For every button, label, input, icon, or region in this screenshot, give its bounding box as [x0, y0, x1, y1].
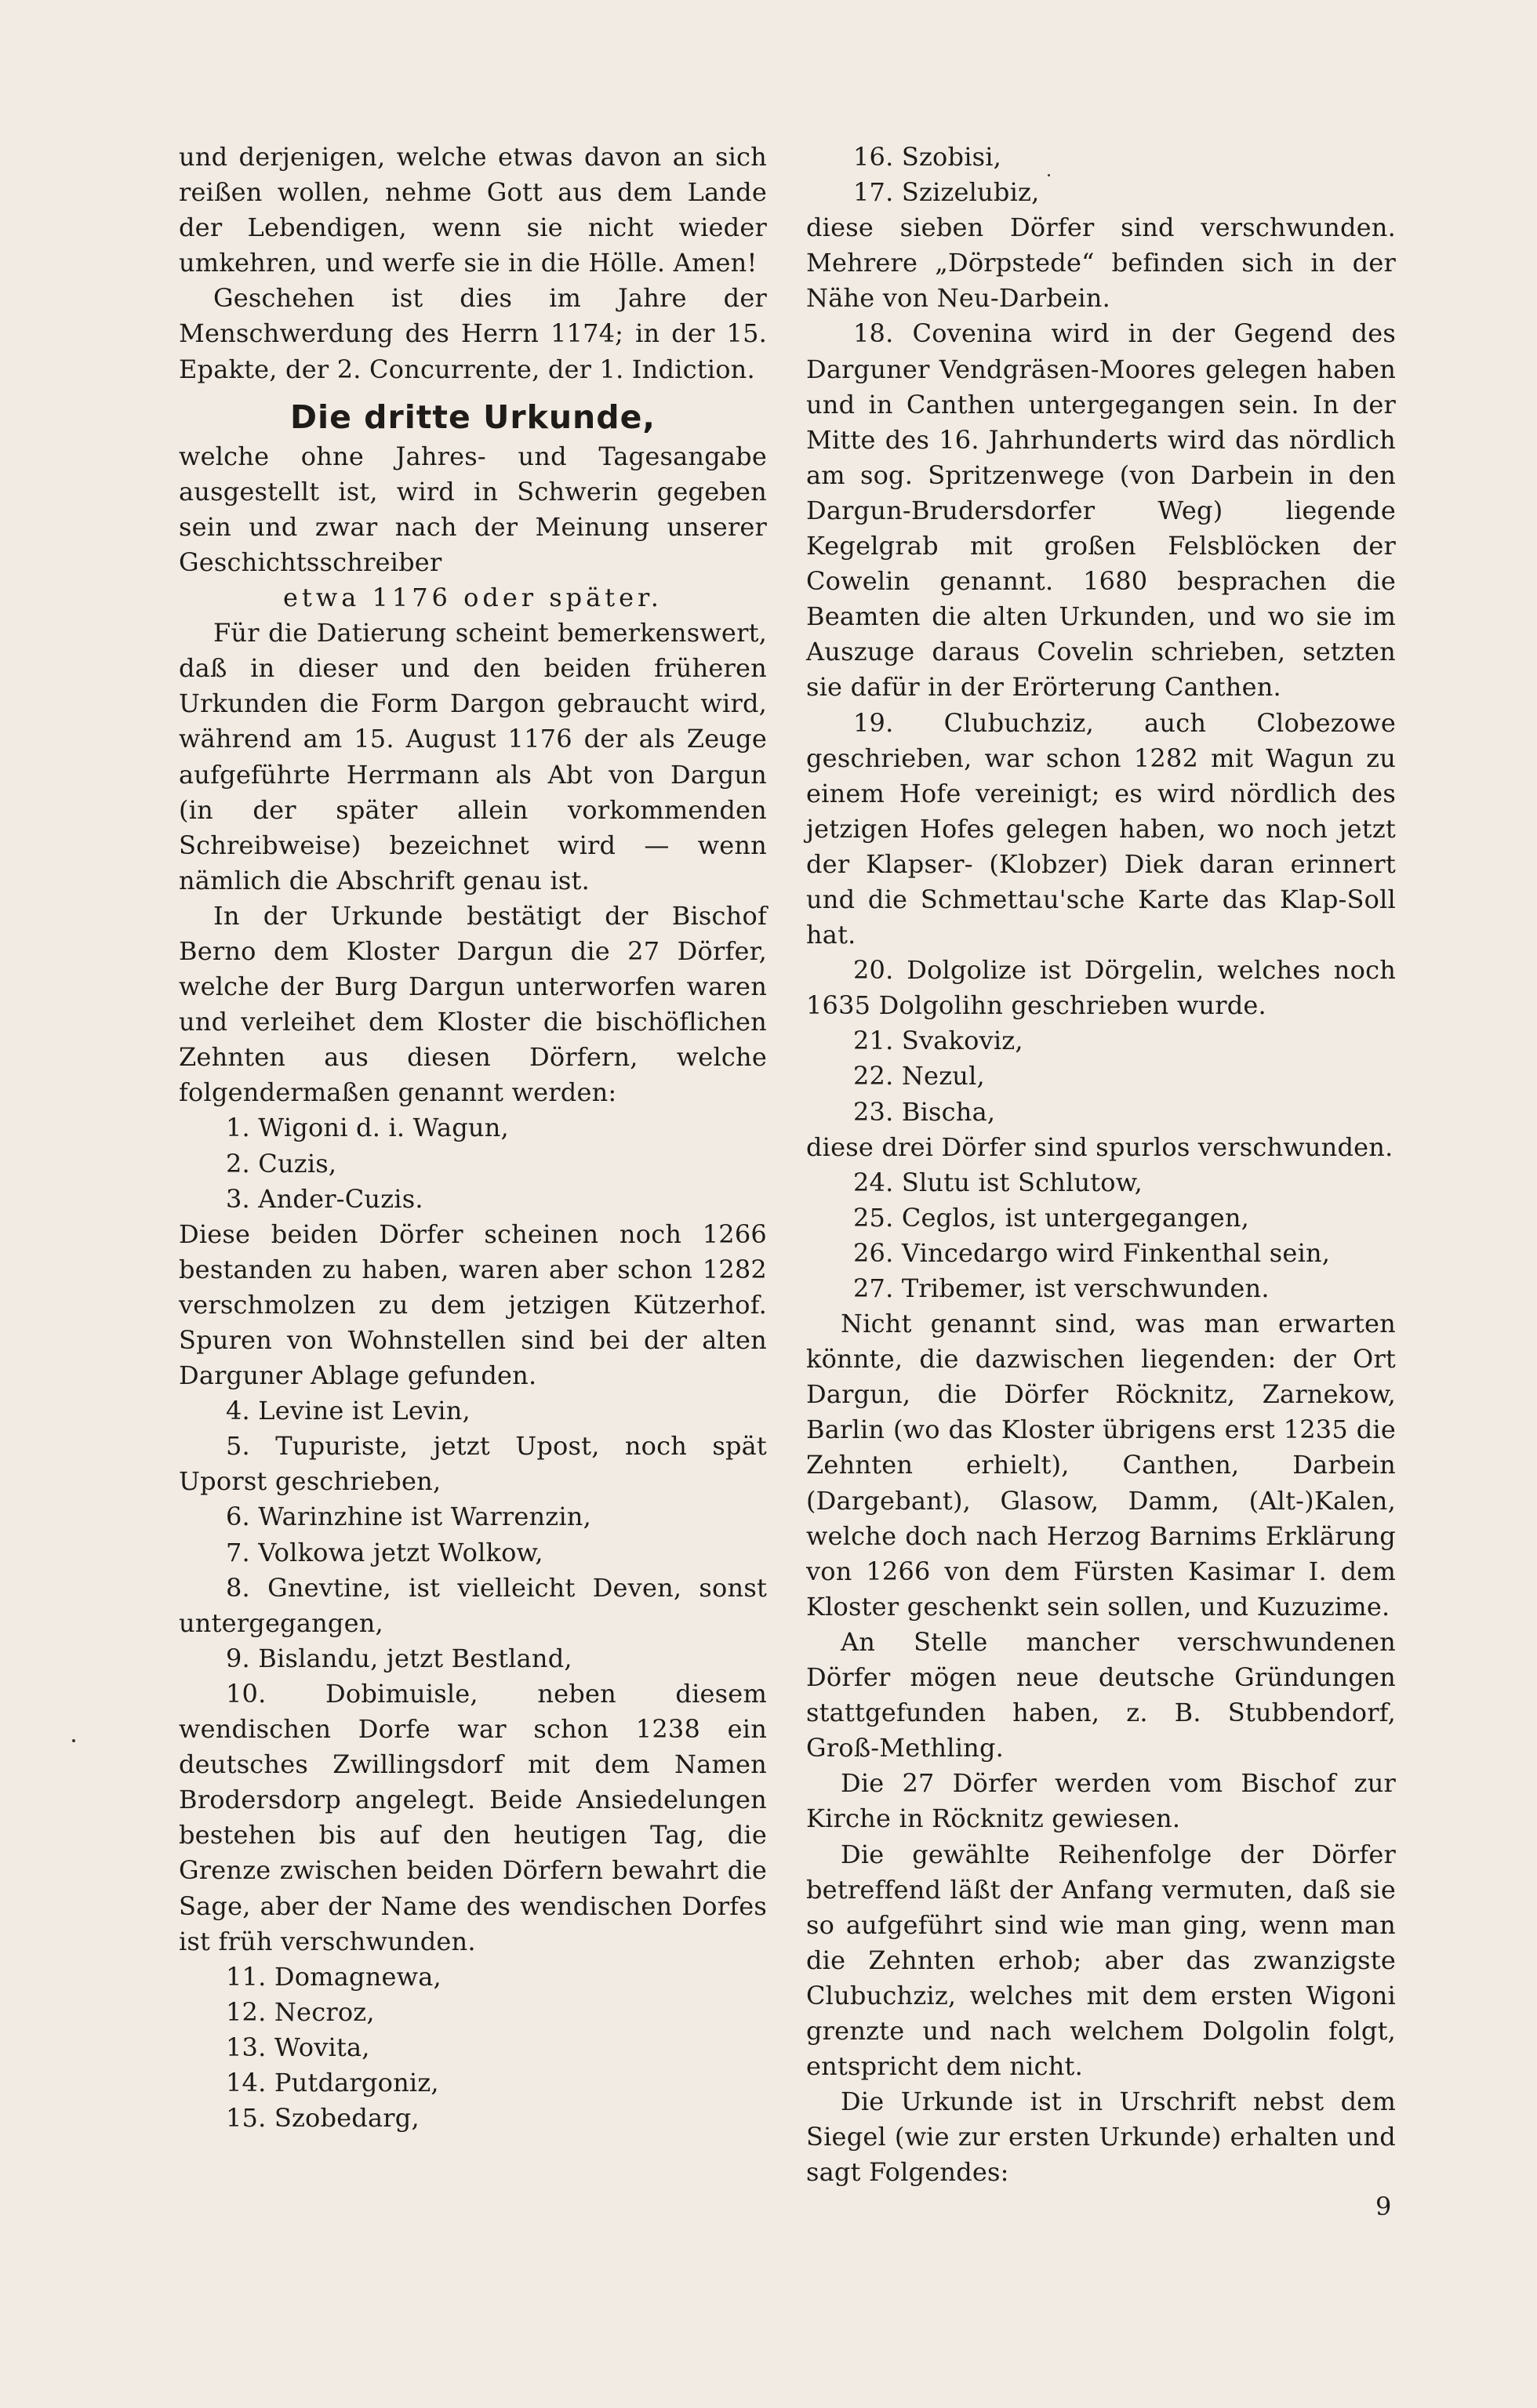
- list-item: 7. Volkowa jetzt Wolkow,: [226, 1537, 543, 1567]
- list-item: 22. Nezul,: [853, 1061, 985, 1091]
- list-item: 4. Levine ist Levin,: [226, 1396, 471, 1426]
- section-heading: Die dritte Urkunde,: [290, 398, 656, 436]
- list-item: 24. Slutu ist Schlutow,: [853, 1167, 1143, 1197]
- list-item: 21. Svakoviz,: [853, 1026, 1023, 1056]
- paragraph: Die 27 Dörfer werden vom Bischof zur Kirche in Röcknitz gewiesen.: [806, 1768, 1396, 1834]
- date-line: etwa 1176 oder später.: [283, 583, 663, 613]
- paragraph: In der Urkunde bestätigt der Bischof Berno dem Kloster Dargun die 27 Dörfer, welche der Burg Dargun unterworfen waren und verleihet dem Kloster die bischöflichen Zehnten aus diesen Dörfern, welche folgendermaßen genannt werden:: [179, 900, 767, 1108]
- paragraph: welche ohne Jahres- und Tagesangabe ausgestellt ist, wird in Schwerin gegeben sein und zwar nach der Meinung unserer Geschichtsschreiber: [179, 441, 767, 577]
- right-column: [806, 140, 1396, 2190]
- list-item: 20. Dolgolize ist Dörgelin, welches noch 1635 Dolgolihn geschrieben wurde.: [806, 955, 1396, 1021]
- list-item: 17. Szizelubiz,: [853, 177, 1040, 208]
- list-item: 26. Vincedargo wird Finkenthal sein,: [853, 1237, 1331, 1268]
- list-item: 23. Bischa,: [853, 1096, 996, 1127]
- list-item: 19. Clubuchziz, auch Clobezowe geschrieben, war schon 1282 mit Wagun zu einem Hofe vereinigt; es wird nördlich des jetzigen Hofes gelegen haben, wo noch jetzt der Klapser- (Klobzer) Diek daran erinnert und die Schmettau'sche Karte das Klap-Soll hat.: [806, 707, 1396, 950]
- list-item: 9. Bislandu, jetzt Bestland,: [226, 1643, 572, 1673]
- list-item: 10. Dobimuisle, neben diesem wendischen Dorfe war schon 1238 ein deutsches Zwillingsdorf mit dem Namen Brodersdorp angelegt. Beide Ansiedelungen bestehen bis auf den heutigen Tag, die Grenze zwischen beiden Dörfern bewahrt die Sage, aber der Name des wendischen Dorfes ist früh verschwunden.: [179, 1678, 767, 1956]
- left-column: [179, 140, 767, 2136]
- paper-speck: [1048, 174, 1050, 176]
- list-item: 8. Gnevtine, ist vielleicht Deven, sonst untergegangen,: [179, 1572, 767, 1638]
- paragraph: Für die Datierung scheint bemerkenswert, daß in dieser und den beiden früheren Urkunden die Form Dargon gebraucht wird, während am 15. August 1176 der als Zeuge aufgeführte Herrmann als Abt von Dargun (in der später allein vorkommenden Schreibweise) bezeichnet wird — wenn nämlich die Abschrift genau ist.: [179, 618, 767, 895]
- paragraph: und derjenigen, welche etwas davon an sich reißen wollen, nehme Gott aus dem Lande der Lebendigen, wenn sie nicht wieder umkehren, und werfe sie in die Hölle. Amen!: [179, 142, 767, 278]
- list-item: 18. Covenina wird in der Gegend des Darguner Vendgräsen-Moores gelegen haben und in Canthen untergegangen sein. In der Mitte des 16. Jahrhunderts wird das nördlich am sog. Spritzenwege (von Darbein in den Dargun-Brudersdorfer Weg) liegende Kegelgrab mit großen Felsblöcken der Cowelin genannt. 1680 besprachen die Beamten die alten Urkunden, und wo sie im Auszuge daraus Covelin schrieben, setzten sie dafür in der Erörterung Canthen.: [806, 318, 1396, 703]
- list-item: 25. Ceglos, ist untergegangen,: [853, 1202, 1250, 1233]
- paragraph: An Stelle mancher verschwundenen Dörfer mögen neue deutsche Gründungen stattgefunden haben, z. B. Stubbendorf, Groß-Methling.: [806, 1626, 1396, 1763]
- list-item: 2. Cuzis,: [226, 1148, 337, 1179]
- paper-speck: [72, 1739, 75, 1742]
- list-item: 16. Szobisi,: [853, 142, 1002, 172]
- list-item: 3. Ander-Cuzis.: [226, 1183, 423, 1214]
- paragraph: Diese beiden Dörfer scheinen noch 1266 bestanden zu haben, waren aber schon 1282 verschmolzen zu dem jetzigen Kützerhof. Spuren von Wohnstellen sind bei der alten Darguner Ablage gefunden.: [179, 1219, 767, 1391]
- list-item: 6. Warinzhine ist Warrenzin,: [226, 1502, 591, 1532]
- list-item: 14. Putdargoniz,: [226, 2067, 439, 2097]
- list-item: 1. Wigoni d. i. Wagun,: [226, 1113, 509, 1143]
- paragraph: Die gewählte Reihenfolge der Dörfer betreffend läßt der Anfang vermuten, daß sie so aufgeführt sind wie man ging, wenn man die Zehnten erhob; aber das zwanzigste Clubuchziz, welches mit dem ersten Wigoni grenzte und nach welchem Dolgolin folgt, entspricht dem nicht.: [806, 1839, 1396, 2082]
- paragraph: Geschehen ist dies im Jahre der Menschwerdung des Herrn 1174; in der 15. Epakte, der 2. Concurrente, der 1. Indiction.: [179, 283, 767, 384]
- paragraph: diese drei Dörfer sind spurlos verschwunden.: [806, 1131, 1393, 1162]
- paragraph: Nicht genannt sind, was man erwarten könnte, die dazwischen liegenden: der Ort Dargun, die Dörfer Röcknitz, Zarnekow, Barlin (wo das Kloster übrigens erst 1235 die Zehnten erhielt), Canthen, Darbein (Dargebant), Glasow, Damm, (Alt-)Kalen, welche doch nach Herzog Barnims Erklärung von 1266 von dem Fürsten Kasimar I. dem Kloster geschenkt sein sollen, und Kuzuzime.: [806, 1309, 1396, 1622]
- list-item: 11. Domagnewa,: [226, 1961, 441, 1992]
- list-item: 15. Szobedarg,: [226, 2103, 420, 2134]
- list-item: 12. Necroz,: [226, 1996, 375, 2027]
- paragraph: diese sieben Dörfer sind verschwunden. Mehrere „Dörpstede“ befinden sich in der Nähe von Neu-Darbein.: [806, 212, 1396, 314]
- list-item: 27. Tribemer, ist verschwunden.: [853, 1273, 1270, 1303]
- list-item: 13. Wovita,: [226, 2032, 370, 2062]
- paragraph: Die Urkunde ist in Urschrift nebst dem Siegel (wie zur ersten Urkunde) erhalten und sagt Folgendes:: [806, 2087, 1396, 2188]
- page-number: 9: [1375, 2192, 1392, 2221]
- list-item: 5. Tupuriste, jetzt Upost, noch spät Uporst geschrieben,: [179, 1431, 767, 1497]
